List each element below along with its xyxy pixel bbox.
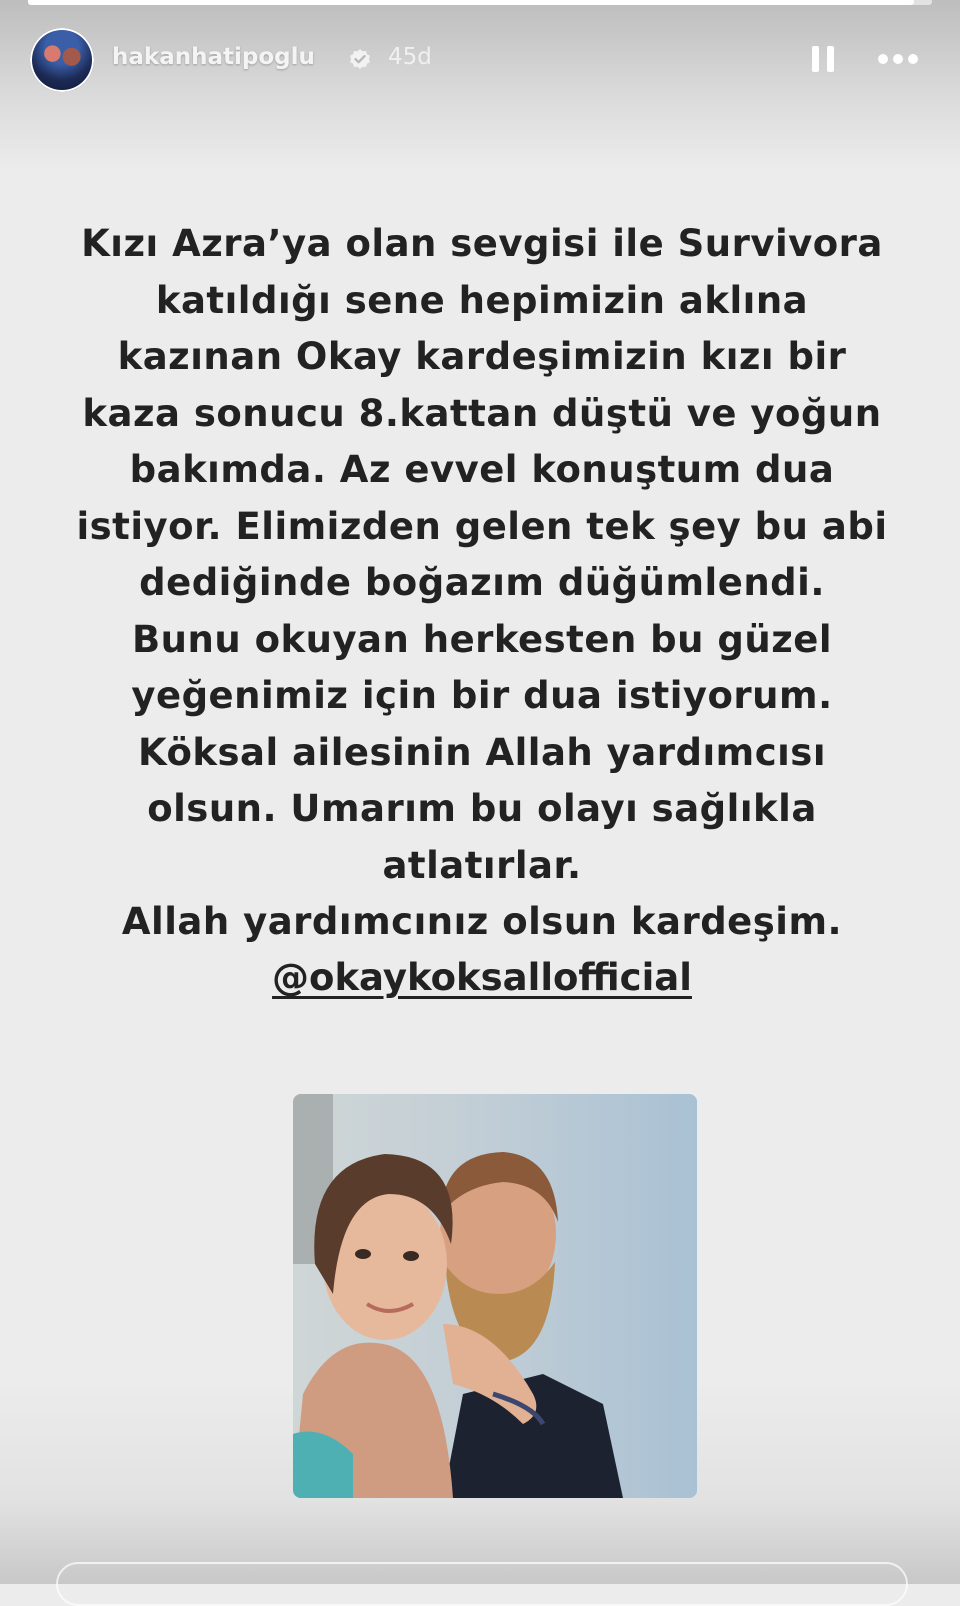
story-text-line: dediğinde boğazım düğümlendi. [139,561,825,604]
story-text-line: Kızı Azra’ya olan sevgisi ile Survivora [81,222,883,265]
story-text-line: Allah yardımcınız olsun kardeşim. [121,900,843,943]
story-progress-fill [28,0,914,5]
story-progress-bar [28,0,932,5]
story-text-line: olsun. Umarım bu olayı sağlıkla [147,787,817,830]
story-text-line: Köksal ailesinin Allah yardımcısı [137,730,827,774]
story-text-line: atlatırlar. [382,843,582,887]
mention-row [40,950,924,1006]
story-text-line: katıldığı sene hepimizin aklına [155,278,809,322]
story-text-line: bakımda. Az evvel konuştum dua [129,448,835,491]
verified-badge-icon [348,48,372,72]
username[interactable]: hakanhatipoglu [112,44,315,70]
story-text-line: yeğenimiz için bir dua istiyorum. [131,674,833,717]
story-header [30,28,930,92]
reply-input[interactable] [56,1562,908,1606]
avatar[interactable] [30,28,94,92]
story-text-line: Bunu okuyan herkesten bu güzel [131,617,833,661]
pause-icon[interactable] [810,44,836,74]
story-photo [293,1094,697,1498]
mention-link[interactable]: @okaykoksallofficial [272,956,692,999]
photo-illustration [293,1094,697,1498]
story-text [40,216,924,951]
story-text-line: istiyor. Elimizden gelen tek şey bu abi [76,504,888,548]
story-text-line: kaza sonucu 8.kattan düştü ve yoğun [82,391,882,435]
story-text-line: kazınan Okay kardeşimizin kızı bir [117,335,847,378]
post-time: 45d [388,44,432,70]
more-options-icon[interactable] [876,52,920,66]
